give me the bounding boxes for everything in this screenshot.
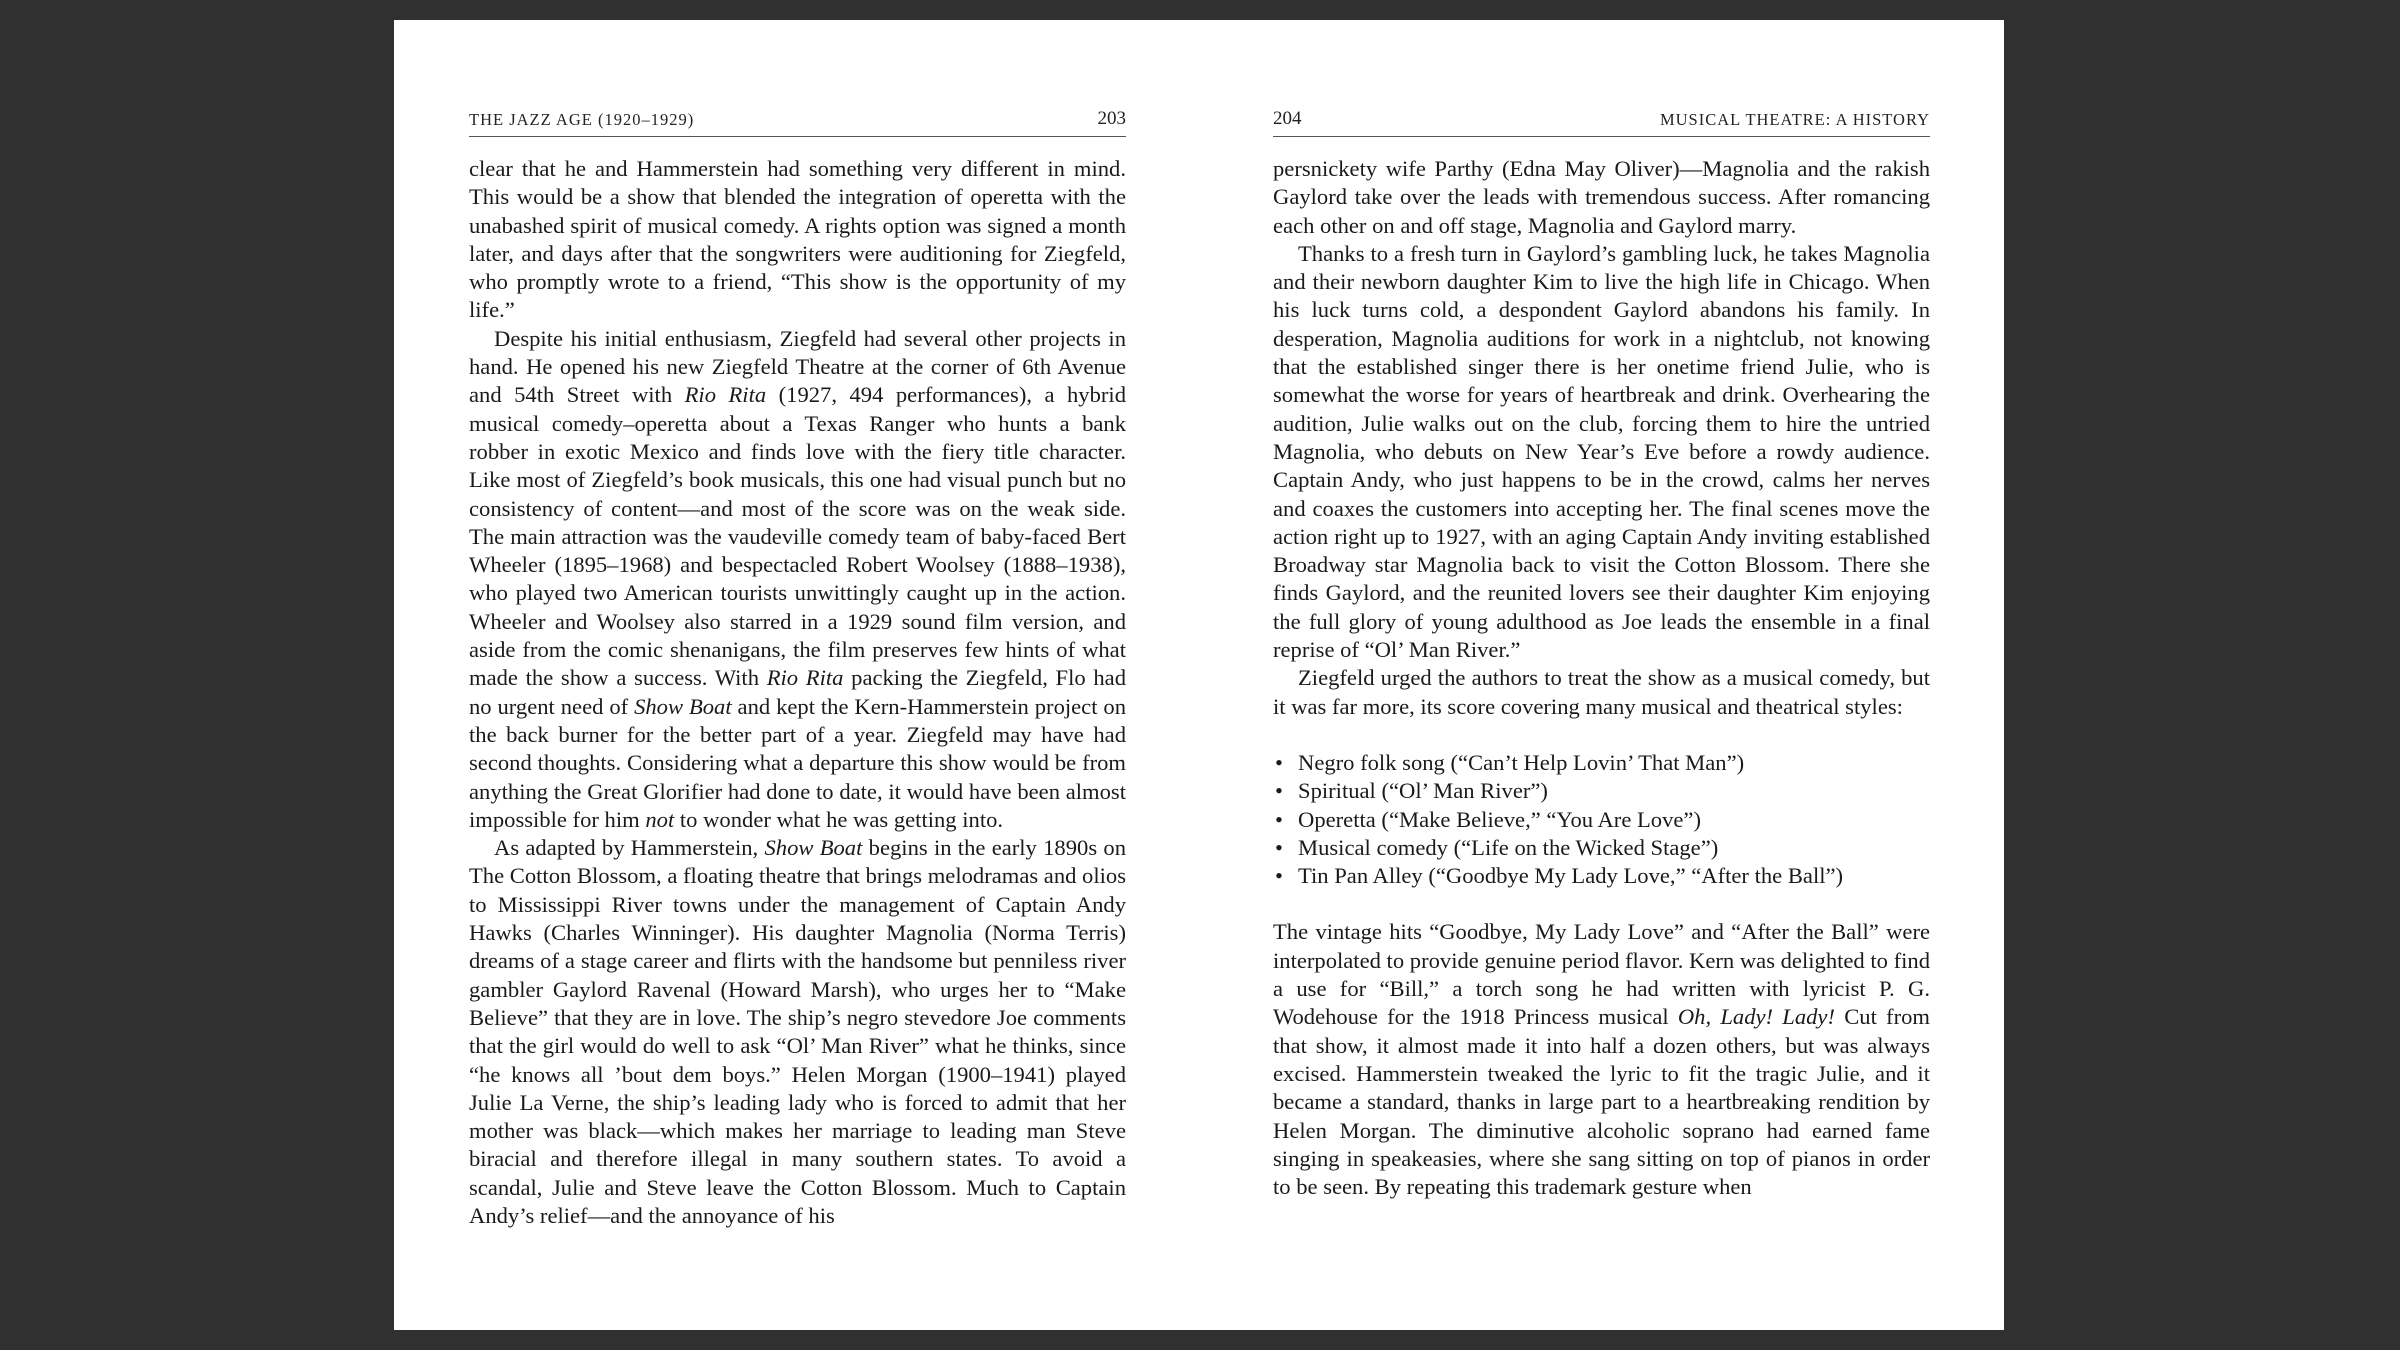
right-page	[1199, 20, 2004, 1330]
italic-title: Show Boat	[764, 835, 863, 861]
text-segment: begins in the early 1890s on The Cotton Blossom, a floating theatre that brings melodramas and olios to Mississippi River towns under the management of Captain Andy Hawks (Charles Winninger). His daughter Magnolia (Norma Terris) dreams of a stage career and flirts with the handsome but penniless river gambler Gaylord Ravenal (Howard Marsh), who urges her to “Make Believe” that they are in love. The ship’s negro stevedore Joe comments that the girl would do well to ask “Ol’ Man River” what he thinks, since “he knows all ’bout dem boys.” Helen Morgan (1900–1941) played Julie La Verne, the ship’s leading lady who is forced to admit that her mother was black—which makes her marriage to leading man Steve biracial and therefore illegal in many southern states. To avoid a scandal, Julie and Steve leave the Cotton Blossom. Much to Captain Andy’s relief—and the annoyance of his	[469, 835, 1126, 1228]
list-item-text: Spiritual (“Ol’ Man River”)	[1298, 778, 1548, 804]
italic-title: Rio Rita	[684, 382, 767, 408]
italic-title: Oh, Lady! Lady!	[1677, 1004, 1835, 1030]
italic-emphasis: not	[645, 806, 675, 832]
left-page-number: 203	[1097, 108, 1126, 129]
list-item	[1273, 749, 1930, 777]
right-paragraph-2: Thanks to a fresh turn in Gaylord’s gambling luck, he takes Magnolia and their newborn daughter Kim to live the high life in Chicago. When his luck turns cold, a despondent Gaylord abandons his family. In desperation, Magnolia auditions for work in a nightclub, not knowing that the established singer there is her onetime friend Julie, who is somewhat the worse for years of heartbreak and drink. Overhearing the audition, Julie walks out on the club, forcing them to hire the untried Magnolia, who debuts on New Year’s Eve before a rowdy audience. Captain Andy, who just happens to be in the crowd, calms her nerves and coaxes the customers into accepting her. The final scenes move the action right up to 1927, with an aging Captain Andy inviting established Broadway star Magnolia back to visit the Cotton Blossom. There she finds Gaylord, and the reunited lovers see their daughter Kim enjoying the full glory of young adulthood as Joe leads the ensemble in a final reprise of “Ol’ Man River.”	[1273, 240, 1930, 663]
list-item-text: Tin Pan Alley (“Goodbye My Lady Love,” “After the Ball”)	[1298, 863, 1844, 889]
text-segment: Despite his initial enthusiasm, Ziegfeld had several other projects in hand. He opened his new Ziegfeld Theatre at the corner of 6th Avenue and 54th Street with	[469, 325, 1126, 408]
text-segment: packing the Ziegfeld, Flo had no urgent need of	[469, 665, 1126, 719]
bullet-icon: •	[1275, 778, 1283, 804]
italic-title: Rio Rita	[766, 665, 844, 691]
left-paragraph-2	[469, 325, 1126, 834]
left-page	[394, 20, 1199, 1330]
right-page-header	[1273, 90, 1930, 137]
right-paragraph-4	[1273, 918, 1930, 1201]
italic-title: Show Boat	[634, 693, 732, 719]
music-styles-list	[1273, 749, 1930, 890]
text-segment: Cut from that show, it almost made it into half a dozen others, but was always excised. Hammerstein tweaked the lyric to fit the tragic Julie, and it became a standard, thanks in large part to a heartbreaking rendition by Helen Morgan. The diminutive alcoholic soprano had earned fame singing in speakeasies, where she sang sitting on top of pianos in order to be seen. By repeating this trademark gesture when	[1273, 1004, 1930, 1200]
bullet-icon: •	[1275, 749, 1283, 775]
text-segment: and kept the Kern-Hammerstein project on the back burner for the better part of a year. Ziegfeld may have had second thoughts. Considering what a departure this show would be from anything the Great Glorifier had done to date, it would have been almost impossible for him	[469, 693, 1126, 832]
bullet-icon: •	[1275, 863, 1283, 889]
bullet-icon: •	[1275, 806, 1283, 832]
bullet-icon: •	[1275, 834, 1283, 860]
right-paragraph-3: Ziegfeld urged the authors to treat the show as a musical comedy, but it was far more, its score covering many musical and theatrical styles:	[1273, 665, 1930, 719]
text-segment: (1927, 494 performances), a hybrid musical comedy–operetta about a Texas Ranger who hunts a bank robber in exotic Mexico and finds love with the fiery title character. Like most of Ziegfeld’s book musicals, this one had visual punch but no consistency of content—and most of the score was on the weak side. The main attraction was the vaudeville comedy team of baby-faced Bert Wheeler (1895–1968) and bespectacled Robert Woolsey (1888–1938), who played two American tourists unwittingly caught up in the action. Wheeler and Woolsey also starred in a 1929 sound film version, and aside from the comic shenanigans, the film preserves few hints of what made the show a success. With	[469, 382, 1126, 691]
right-running-head: MUSICAL THEATRE: A HISTORY	[1659, 110, 1930, 129]
left-paragraph-1	[469, 155, 1126, 325]
left-running-head: THE JAZZ AGE (1920–1929)	[469, 110, 695, 129]
list-item	[1273, 777, 1930, 805]
list-item	[1273, 834, 1930, 862]
list-item-text: Operetta (“Make Believe,” “You Are Love”)	[1298, 806, 1701, 832]
right-page-number: 204	[1273, 108, 1302, 129]
left-paragraph-3	[469, 834, 1126, 1230]
list-item	[1273, 806, 1930, 834]
list-item-text: Musical comedy (“Life on the Wicked Stage”)	[1298, 834, 1719, 860]
text-segment: to wonder what he was getting into.	[674, 806, 1004, 832]
left-page-header	[469, 90, 1126, 137]
list-item	[1273, 862, 1930, 890]
text-segment: clear that he and Hammerstein had something very different in mind. This would be a show that blended the integration of operetta with the unabashed spirit of musical comedy. A rights option was signed a month later, and days after that the songwriters were auditioning for Ziegfeld, who promptly wrote to a friend, “This show is the opportunity of my life.”	[469, 156, 1126, 323]
right-body-text	[1273, 155, 1930, 1201]
book-spread	[394, 20, 2004, 1330]
text-segment: The vintage hits “Goodbye, My Lady Love” and “After the Ball” were interpolated to provide genuine period flavor. Kern was delighted to find a use for “Bill,” a torch song he had written with lyricist P. G. Wodehouse for the 1918 Princess musical	[1273, 919, 1930, 1030]
left-body-text	[469, 155, 1126, 1230]
list-item-text: Negro folk song (“Can’t Help Lovin’ That Man”)	[1298, 749, 1745, 775]
text-segment: As adapted by Hammerstein,	[494, 835, 765, 861]
right-paragraph-1: persnickety wife Parthy (Edna May Oliver)—Magnolia and the rakish Gaylord take over the leads with tremendous success. After romancing each other on and off stage, Magnolia and Gaylord marry.	[1273, 156, 1930, 238]
